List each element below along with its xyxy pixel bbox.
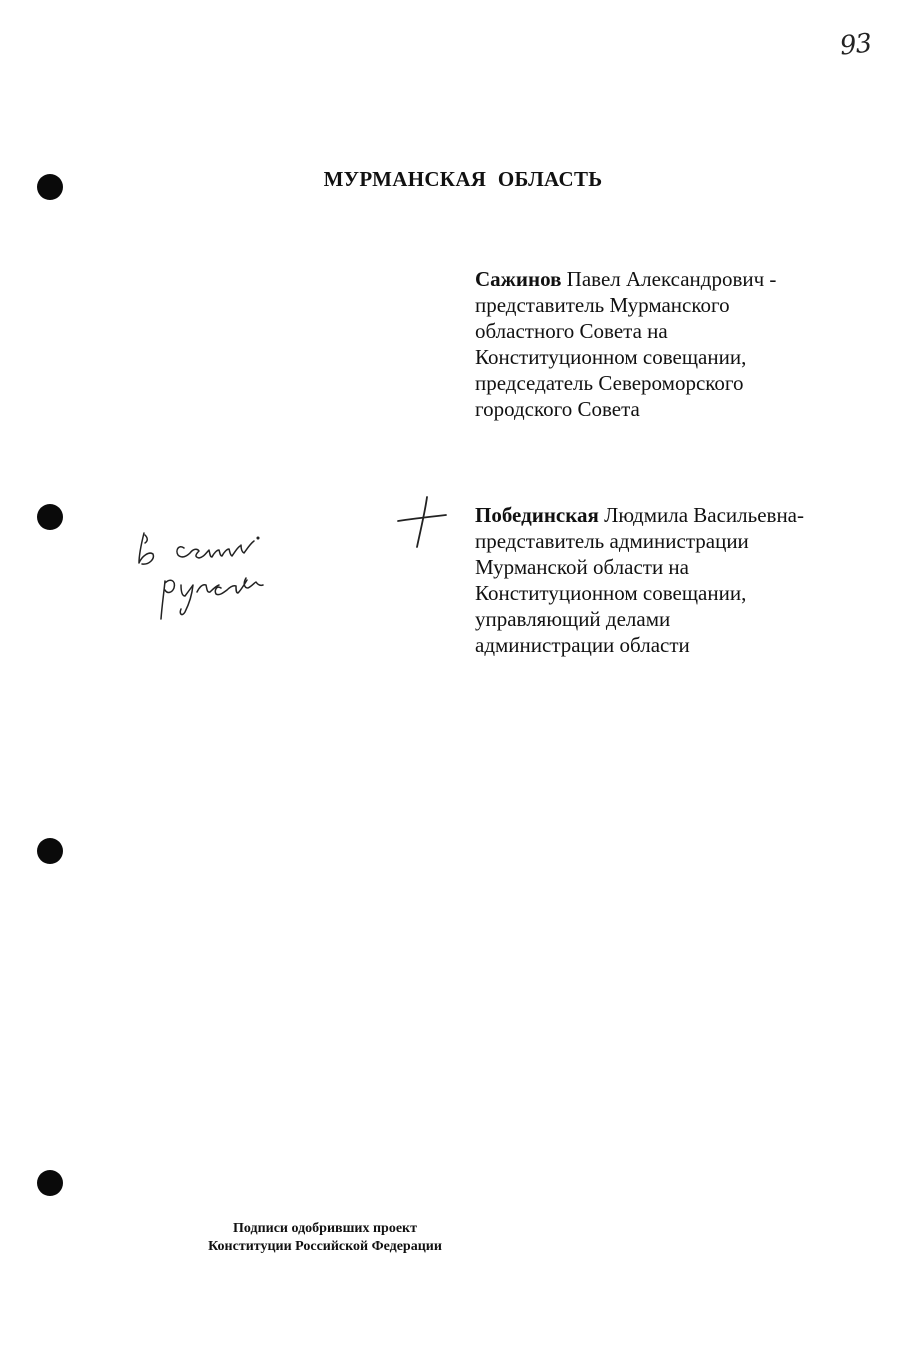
region-title: МУРМАНСКАЯ ОБЛАСТЬ [323,167,603,191]
entry-line: городского Совета [475,397,640,421]
entry-line: Конституционном совещании, [475,581,747,605]
handwritten-page-number: 93 [838,28,873,62]
handwritten-cross-mark [398,497,446,547]
entry-line: председатель Североморского [475,371,744,395]
handwritten-note [139,533,263,619]
footer-line: Подписи одобривших проект [233,1221,417,1236]
entry-line: областного Совета на [475,319,668,343]
entry-line: Конституционном совещании, [475,345,747,369]
given-names: Людмила Васильевна- [598,503,804,527]
entry-line: Мурманской области на [475,555,689,579]
footer-line: Конституции Российской Федерации [208,1239,442,1254]
given-names: Павел Александрович - [561,267,777,291]
entry-line: администрации области [475,633,690,657]
entry-line: представитель администрации [475,529,749,553]
surname: Сажинов [475,267,562,291]
entry-line: представитель Мурманского [475,293,730,317]
footer-caption [170,1220,480,1256]
entry-line: управляющий делами [475,607,671,631]
surname: Побединская [475,503,599,527]
